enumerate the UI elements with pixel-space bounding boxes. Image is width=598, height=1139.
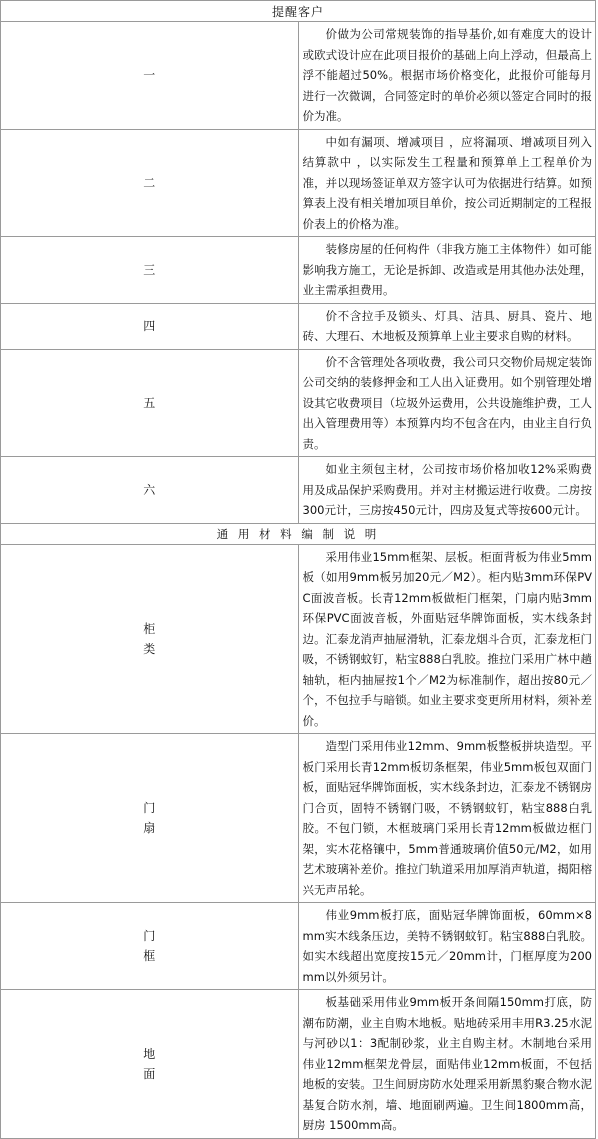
- row-text: 价不含拉手及锁头、灯具、洁具、厨具、瓷片、地砖、大理石、木地板及预算单上业主要求自购的材料。: [298, 303, 596, 349]
- row-label: 六: [1, 457, 299, 524]
- row-label-char: 框: [143, 949, 156, 963]
- table-row: [1, 303, 596, 349]
- table-row: [1, 544, 596, 734]
- table-row: [1, 349, 596, 457]
- row-text: 采用伟业15mm框架、层板。柜面背板为伟业5mm板（如用9mm板另加20元／M2）。柜内贴3mm环保PVC面波音板。长青12mm板做柜门框架，门扇内贴3mm环保PVC面波音板，外面贴冠华牌饰面板，实木线条封边。汇泰龙消声抽屉滑轨，汇泰龙烟斗合页，汇泰龙柜门吸，不锈钢蚊钉，粘宝888白乳胶。推拉门采用广林中趟轴轨，柜内抽屉按1个／M2为标准制作，超出按80元／个，不包拉手与暗锁。如业主要求变更所用材料，须补差价。: [298, 544, 596, 734]
- row-label-char: 类: [143, 641, 156, 656]
- table-row: [1, 237, 596, 304]
- row-label-char: 门: [143, 801, 156, 815]
- reminder-heading: 提醒客户: [1, 1, 596, 22]
- row-text: 装修房屋的任何构件（非我方施工主体物件）如可能影响我方施工，无论是拆卸、改造或是用其他办法处理，业主需承担费用。: [298, 237, 596, 304]
- row-label: [1, 990, 299, 1139]
- row-text: 造型门采用伟业12mm、9mm板整板拼块造型。平板门采用长青12mm板切条框架，伟业5mm板包双面门板，面贴冠华牌饰面板，实木线条封边，汇泰龙不锈钢房门合页，固特不锈钢门吸，不锈钢蚊钉，粘宝888白乳胶。不包门锁，木框玻璃门采用长青12mm板做边框门架，实木花格镶中，5mm普通玻璃价值50元/M2，如用艺术玻璃补差价。推拉门轨道采用加厚消声轨道，揭阳榕兴无声吊轮。: [298, 734, 596, 903]
- row-label: [1, 544, 299, 734]
- row-text: 中如有漏项、增减项目 ，应将漏项、增减项目列入结算款中 ，以实际发生工程量和预算单上工程单价为准，并以现场签证单双方签字认可为依据进行结算。如预算表上没有相关增加项目单价，按公司近期制定的工程报价表上的价格为准。: [298, 129, 596, 237]
- row-text: 板基础采用伟业9mm板开条间隔150mm打底，防潮布防潮，业主自购木地板。贴地砖采用丰用R3.25水泥与河砂以1：3配制砂浆，业主自购主材。木制地台采用伟业12mm框架龙骨层，面贴伟业12mm板面，不包括地板的安装。卫生间厨房防水处理采用新黑豹聚合物水泥基复合防水剂，墙、地面刷两遍。卫生间1800mm高，厨房 1500mm高。: [298, 990, 596, 1139]
- table-row: [1, 457, 596, 524]
- row-label: 四: [1, 303, 299, 349]
- row-label: [1, 903, 299, 990]
- row-label: 五: [1, 349, 299, 457]
- row-text: 如业主须包主材，公司按市场价格加收12%采购费用及成品保护采购费用。并对主材搬运进行收费。二房按300元计，三房按450元计，四房及复式等按600元计。: [298, 457, 596, 524]
- row-label: 三: [1, 237, 299, 304]
- row-label-char: 面: [143, 1066, 156, 1081]
- table-row: [1, 22, 596, 130]
- table-row: [1, 903, 596, 990]
- row-label: [1, 734, 299, 903]
- row-text: 伟业9mm板打底，面贴冠华牌饰面板，60mm×8mm实木线条压边，美特不锈钢蚊钉。粘宝888白乳胶。如实木线超出宽度按15元／20mm计，门框厚度为200mm以外须另计。: [298, 903, 596, 990]
- materials-heading: 通 用 材 料 编 制 说 明: [1, 523, 596, 544]
- table-row: [1, 734, 596, 903]
- row-label-char: 门: [143, 929, 156, 943]
- row-label-char: 地: [143, 1046, 156, 1061]
- row-text: 价做为公司常规装饰的指导基价,如有难度大的设计或欧式设计应在此项目报价的基础上向上浮动，但最高上浮不能超过50%。根据市场价格变化，此报价可能每月进行一次微调，合同签定时的单价必须以签定合同时的报价为准。: [298, 22, 596, 130]
- row-text: 价不含管理处各项收费，我公司只交物价局规定装饰公司交纳的装修押金和工人出入证费用。如个别管理处增设其它收费项目（垃圾外运费用，公共设施维护费，工人出入管理费用等）本预算内均不包含在内，由业主自行负责。: [298, 349, 596, 457]
- row-label-char: 柜: [143, 621, 156, 636]
- row-label-char: 扇: [143, 821, 156, 835]
- table-row: [1, 129, 596, 237]
- row-label: 一: [1, 22, 299, 130]
- row-label: 二: [1, 129, 299, 237]
- table-row: [1, 990, 596, 1139]
